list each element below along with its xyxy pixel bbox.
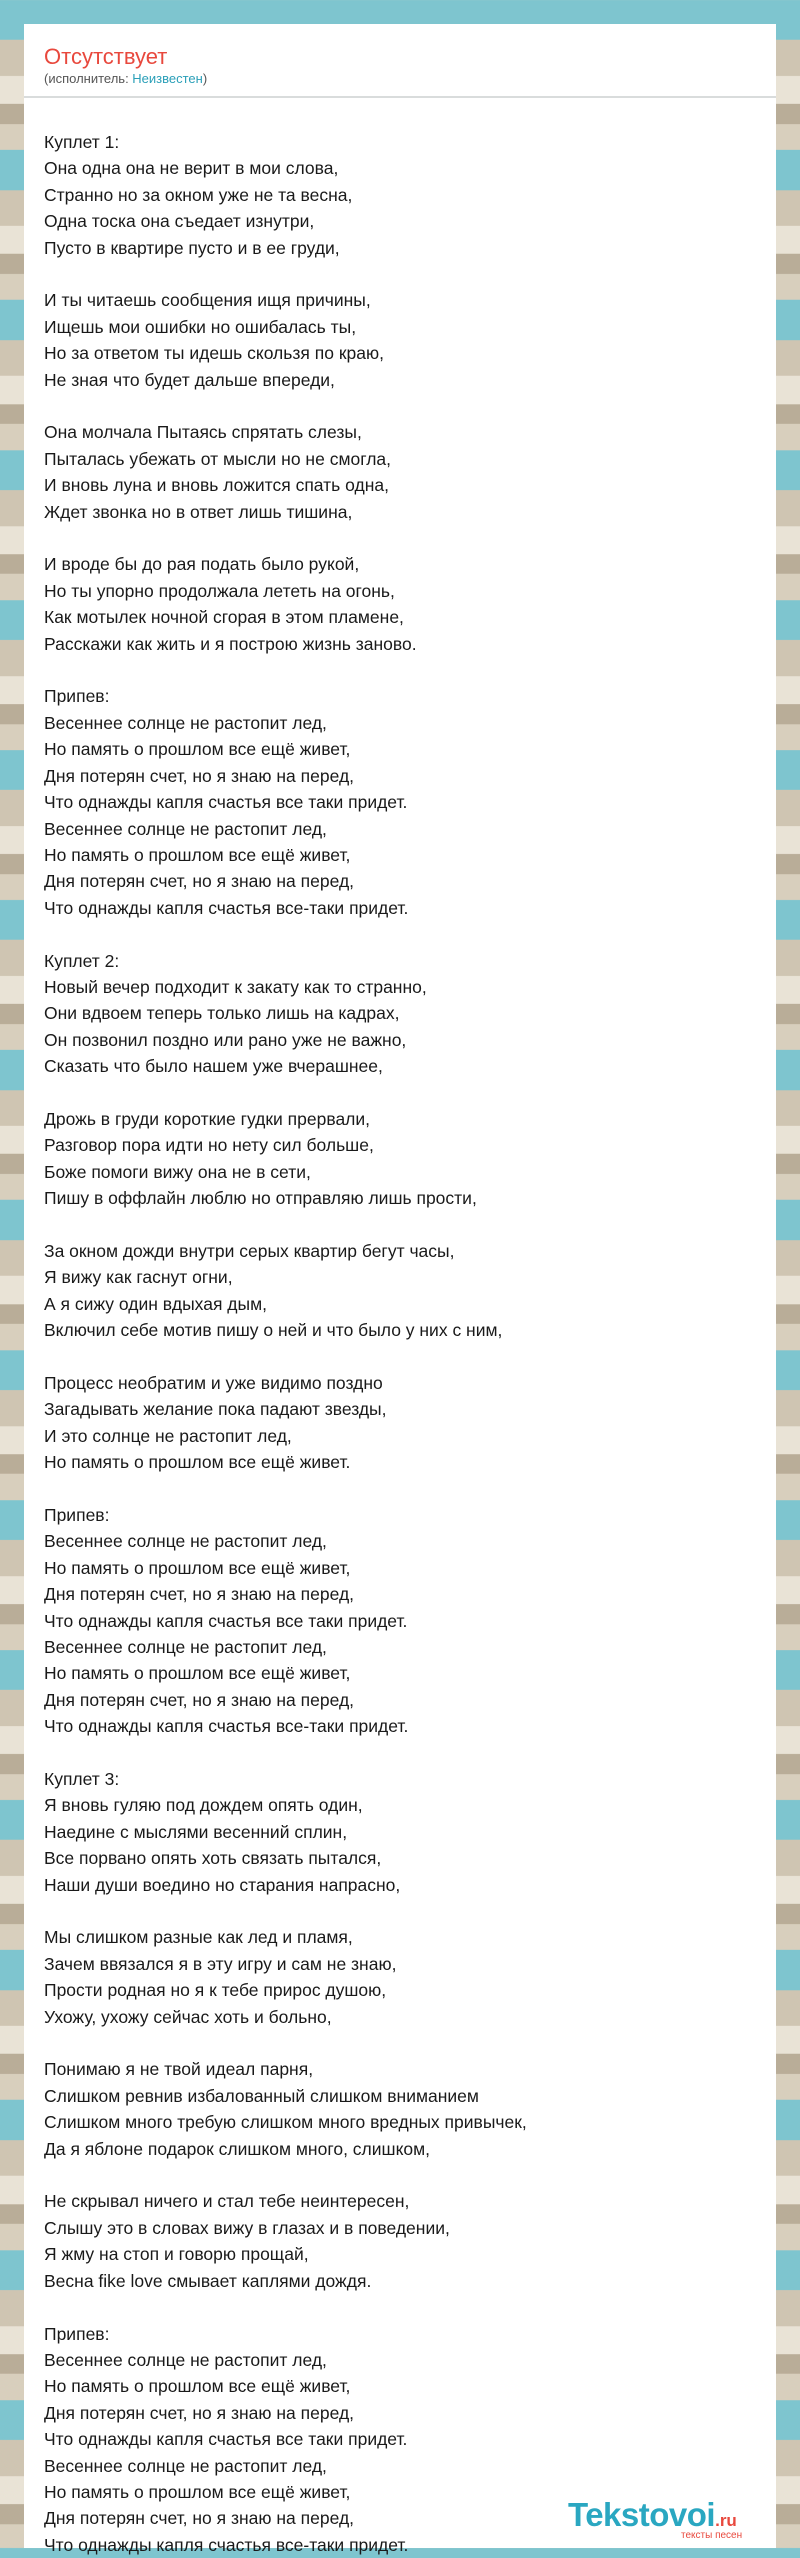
stanza-gap bbox=[44, 393, 744, 419]
lyric-line: Дня потерян счет, но я знаю на перед, bbox=[44, 1687, 744, 1713]
lyric-line: Зачем ввязался я в эту игру и сам не знаю, bbox=[44, 1951, 744, 1977]
lyric-line: Весеннее солнце не растопит лед, bbox=[44, 816, 744, 842]
lyric-line: Они вдвоем теперь только лишь на кадрах, bbox=[44, 1000, 744, 1026]
lyric-line: Что однажды капля счастья все-таки придет. bbox=[44, 2532, 744, 2558]
lyric-line: Дня потерян счет, но я знаю на перед, bbox=[44, 2505, 744, 2531]
lyric-line: Что однажды капля счастья все таки придет. bbox=[44, 1608, 744, 1634]
lyric-line: Но память о прошлом все ещё живет, bbox=[44, 736, 744, 762]
lyric-line: И вновь луна и вновь ложится спать одна, bbox=[44, 472, 744, 498]
stanza-gap bbox=[44, 261, 744, 287]
lyric-line: Пыталась убежать от мысли но не смогла, bbox=[44, 446, 744, 472]
logo-main-text: Tekstovoi bbox=[568, 2496, 715, 2533]
lyric-line: Но память о прошлом все ещё живет, bbox=[44, 1555, 744, 1581]
lyric-line: Но за ответом ты идешь скользя по краю, bbox=[44, 340, 744, 366]
lyric-line: Загадывать желание пока падают звезды, bbox=[44, 1396, 744, 1422]
lyric-line: Но память о прошлом все ещё живет, bbox=[44, 2373, 744, 2399]
artist-prefix: (исполнитель: bbox=[44, 71, 132, 86]
lyric-line: Но память о прошлом все ещё живет. bbox=[44, 1449, 744, 1475]
stanza-gap bbox=[44, 2294, 744, 2320]
stanza-gap bbox=[44, 525, 744, 551]
lyric-line: Но память о прошлом все ещё живет, bbox=[44, 1660, 744, 1686]
artist-line bbox=[44, 70, 207, 88]
lyric-line: Странно но за окном уже не та весна, bbox=[44, 182, 744, 208]
stanza-gap bbox=[44, 1080, 744, 1106]
lyric-line: Мы слишком разные как лед и пламя, bbox=[44, 1924, 744, 1950]
stanza-gap bbox=[44, 1212, 744, 1238]
lyric-line: Дня потерян счет, но я знаю на перед, bbox=[44, 868, 744, 894]
stanza-gap bbox=[44, 2030, 744, 2056]
lyric-line: Но память о прошлом все ещё живет, bbox=[44, 2479, 744, 2505]
lyric-line: Процесс необратим и уже видимо поздно bbox=[44, 1370, 744, 1396]
lyric-line: И вроде бы до рая подать было рукой, bbox=[44, 551, 744, 577]
lyric-line: Наши души воедино но старания напрасно, bbox=[44, 1872, 744, 1898]
lyric-line: Сказать что было нашем уже вчерашнее, bbox=[44, 1053, 744, 1079]
lyric-line: И ты читаешь сообщения ищя причины, bbox=[44, 287, 744, 313]
lyric-line: Я жму на стоп и говорю прощай, bbox=[44, 2241, 744, 2267]
lyric-line: Куплет 3: bbox=[44, 1766, 744, 1792]
lyric-line: Но память о прошлом все ещё живет, bbox=[44, 842, 744, 868]
lyric-line: Она молчала Пытаясь спрятать слезы, bbox=[44, 419, 744, 445]
stanza bbox=[44, 419, 744, 525]
stanza bbox=[44, 1924, 744, 2030]
logo-tagline: тексты песен bbox=[681, 2531, 742, 2541]
lyric-line: Он позвонил поздно или рано уже не важно, bbox=[44, 1027, 744, 1053]
lyric-line: Дня потерян счет, но я знаю на перед, bbox=[44, 1581, 744, 1607]
lyric-line: Ждет звонка но в ответ лишь тишина, bbox=[44, 499, 744, 525]
lyric-line: Включил себе мотив пишу о ней и что было у них с ним, bbox=[44, 1317, 744, 1343]
lyric-line: Все порвано опять хоть связать пытался, bbox=[44, 1845, 744, 1871]
lyric-line: Дрожь в груди короткие гудки прервали, bbox=[44, 1106, 744, 1132]
lyric-line: Весеннее солнце не растопит лед, bbox=[44, 710, 744, 736]
lyrics-body bbox=[44, 129, 744, 2558]
lyric-line: Слишком ревнив избалованный слишком вниманием bbox=[44, 2083, 744, 2109]
lyric-line: Я вижу как гаснут огни, bbox=[44, 1264, 744, 1290]
stanza bbox=[44, 1766, 744, 1898]
lyric-line: Я вновь гуляю под дождем опять один, bbox=[44, 1792, 744, 1818]
stanza bbox=[44, 683, 744, 921]
stanza-gap bbox=[44, 1344, 744, 1370]
lyric-line: Куплет 2: bbox=[44, 948, 744, 974]
site-logo[interactable] bbox=[566, 2497, 776, 2539]
artist-link[interactable]: Неизвестен bbox=[132, 71, 203, 86]
stanza bbox=[44, 551, 744, 657]
title-bar bbox=[24, 24, 776, 98]
lyric-line: Она одна она не верит в мои слова, bbox=[44, 155, 744, 181]
lyrics-card bbox=[24, 24, 776, 2548]
lyric-line: А я сижу один вдыхая дым, bbox=[44, 1291, 744, 1317]
lyric-line: Пусто в квартире пусто и в ее груди, bbox=[44, 235, 744, 261]
lyric-line: Да я яблоне подарок слишком много, слишком, bbox=[44, 2136, 744, 2162]
lyric-line: Не зная что будет дальше впереди, bbox=[44, 367, 744, 393]
lyric-line: Прости родная но я к тебе прирос душою, bbox=[44, 1977, 744, 2003]
lyric-line: Весна fike love смывает каплями дождя. bbox=[44, 2268, 744, 2294]
lyric-line: Не скрывал ничего и стал тебе неинтересен, bbox=[44, 2188, 744, 2214]
lyric-line: Слишком много требую слишком много вредных привычек, bbox=[44, 2109, 744, 2135]
lyric-line: Ищешь мои ошибки но ошибалась ты, bbox=[44, 314, 744, 340]
lyric-line: Дня потерян счет, но я знаю на перед, bbox=[44, 763, 744, 789]
lyric-line: Пишу в оффлайн люблю но отправляю лишь прости, bbox=[44, 1185, 744, 1211]
lyric-line: Слышу это в словах вижу в глазах и в поведении, bbox=[44, 2215, 744, 2241]
lyric-line: Что однажды капля счастья все-таки придет. bbox=[44, 895, 744, 921]
stanza-gap bbox=[44, 1476, 744, 1502]
lyric-line: Куплет 1: bbox=[44, 129, 744, 155]
lyric-line: Дня потерян счет, но я знаю на перед, bbox=[44, 2400, 744, 2426]
stanza-gap bbox=[44, 1740, 744, 1766]
lyric-line: Новый вечер подходит к закату как то странно, bbox=[44, 974, 744, 1000]
lyric-line: Как мотылек ночной сгорая в этом пламене, bbox=[44, 604, 744, 630]
lyric-line: Весеннее солнце не растопит лед, bbox=[44, 2453, 744, 2479]
lyric-line: Весеннее солнце не растопит лед, bbox=[44, 1634, 744, 1660]
lyric-line: За окном дожди внутри серых квартир бегут часы, bbox=[44, 1238, 744, 1264]
lyric-line: Что однажды капля счастья все таки придет. bbox=[44, 2426, 744, 2452]
stanza-gap bbox=[44, 1898, 744, 1924]
logo-tld: .ru bbox=[715, 2511, 737, 2530]
lyric-line: Что однажды капля счастья все таки придет. bbox=[44, 789, 744, 815]
lyric-line: Понимаю я не твой идеал парня, bbox=[44, 2056, 744, 2082]
lyric-line: Расскажи как жить и я построю жизнь заново. bbox=[44, 631, 744, 657]
lyric-line: Но ты упорно продолжала лететь на огонь, bbox=[44, 578, 744, 604]
artist-suffix: ) bbox=[203, 71, 207, 86]
stanza bbox=[44, 1238, 744, 1344]
lyric-line: И это солнце не растопит лед, bbox=[44, 1423, 744, 1449]
lyric-line: Что однажды капля счастья все-таки придет. bbox=[44, 1713, 744, 1739]
stanza-gap bbox=[44, 657, 744, 683]
song-title: Отсутствует bbox=[44, 43, 167, 71]
lyric-line: Ухожу, ухожу сейчас хоть и больно, bbox=[44, 2004, 744, 2030]
lyric-line: Боже помоги вижу она не в сети, bbox=[44, 1159, 744, 1185]
lyric-line: Весеннее солнце не растопит лед, bbox=[44, 2347, 744, 2373]
lyric-line: Припев: bbox=[44, 2321, 744, 2347]
stanza-gap bbox=[44, 2162, 744, 2188]
stanza bbox=[44, 1502, 744, 1740]
lyric-line: Одна тоска она съедает изнутри, bbox=[44, 208, 744, 234]
stanza bbox=[44, 2188, 744, 2294]
stanza bbox=[44, 1106, 744, 1212]
lyric-line: Припев: bbox=[44, 1502, 744, 1528]
stanza bbox=[44, 948, 744, 1080]
lyric-line: Наедине с мыслями весенний сплин, bbox=[44, 1819, 744, 1845]
stanza bbox=[44, 129, 744, 261]
lyric-line: Разговор пора идти но нету сил больше, bbox=[44, 1132, 744, 1158]
stanza bbox=[44, 287, 744, 393]
lyric-line: Весеннее солнце не растопит лед, bbox=[44, 1528, 744, 1554]
stanza bbox=[44, 1370, 744, 1476]
stanza bbox=[44, 2056, 744, 2162]
lyric-line: Припев: bbox=[44, 683, 744, 709]
stanza-gap bbox=[44, 921, 744, 947]
